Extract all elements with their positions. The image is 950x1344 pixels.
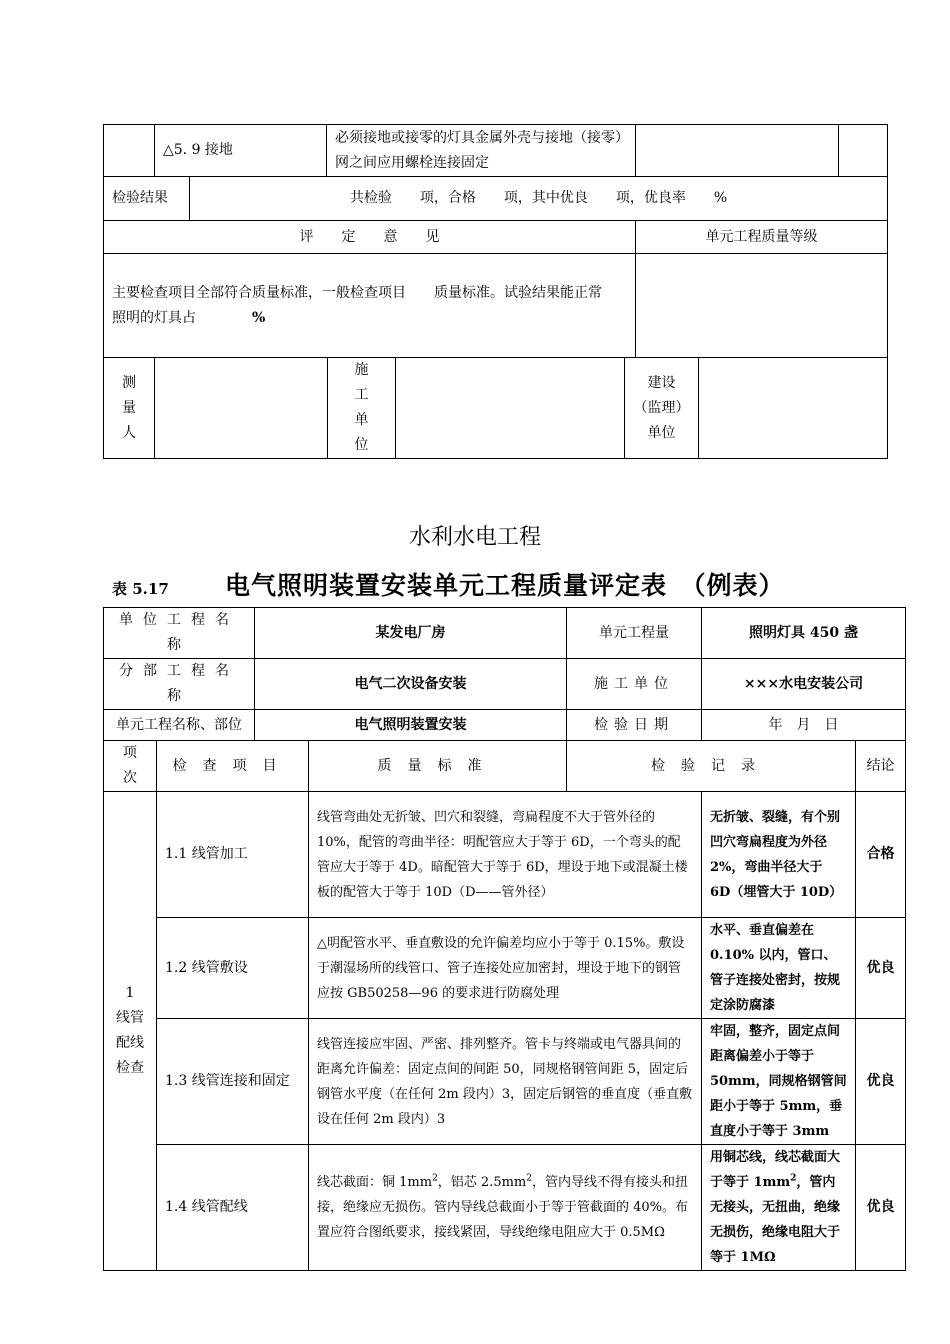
constructor-label: 施工单位	[567, 659, 702, 710]
blank-seq-cell	[104, 125, 155, 177]
item-1-1: 1.1 线管加工	[157, 792, 309, 918]
element-label: 单元工程名称、部位	[104, 710, 255, 741]
unit-project-label: 单位工程名称	[104, 608, 255, 659]
division-label: 分部工程名称	[104, 659, 255, 710]
conclusion-1-3: 优良	[856, 1019, 906, 1145]
unit-project-value: 某发电厂房	[255, 608, 567, 659]
standard-1-4-sup-1: 2	[432, 1173, 438, 1184]
standard-1-2: △明配管水平、垂直敷设的允许偏差均应小于等于 0.15%。敷设于潮湿场所的线管口、管子连接处应加密封，埋设于地下的钢管应按 GB50258—96 的要求进行防腐处理	[309, 918, 702, 1019]
unit-quantity-value: 照明灯具 450 盏	[702, 608, 906, 659]
item-1-2: 1.2 线管敷设	[157, 918, 309, 1019]
item-5-9-standard: 必须接地或接零的灯具金属外壳与接地（接零）网之间应用螺栓连接固定	[327, 125, 636, 177]
item-5-9-record	[636, 125, 839, 177]
date-value: 年 月 日	[702, 710, 906, 741]
unit-quantity-label: 单元工程量	[567, 608, 702, 659]
table-number: 表 5.17	[112, 580, 169, 598]
sign-measurer-char-3: 人	[122, 424, 136, 441]
sign-construction-char-4: 位	[354, 437, 369, 453]
grade-header: 单元工程质量等级	[636, 221, 888, 254]
previous-table	[103, 124, 888, 358]
standard-1-4-part-c: ，管内导线不得有接头和扭接，绝缘应无损伤。管内导线总截面小于等于管截面的 40%。布置应符合图纸要求，接线紧固，导线绝缘电阻应大于 0.5MΩ	[317, 1175, 689, 1240]
header-item: 检查项目	[157, 741, 309, 792]
opinion-percent: %	[252, 309, 266, 326]
sign-construction-field	[396, 358, 625, 459]
opinion-text	[104, 254, 636, 358]
opinion-line-1: 主要检查项目全部符合质量标准，一般检查项目 质量标准。试验结果能正常	[112, 284, 602, 301]
conclusion-1-1: 合格	[856, 792, 906, 918]
division-value: 电气二次设备安装	[255, 659, 567, 710]
sign-owner-label	[625, 358, 699, 459]
header-conclusion: 结论	[856, 741, 906, 792]
group-name-line-3: 检查	[116, 1060, 144, 1076]
sign-measurer-field	[155, 358, 328, 459]
grade-value	[636, 254, 888, 358]
record-1-3: 牢固，整齐，固定点间距离偏差小于等于 50mm，同规格钢管间距小于等于 5mm，垂直度小于等于 3mm	[702, 1019, 856, 1145]
opinion-line-2	[112, 306, 627, 331]
sign-measurer-char-2: 量	[122, 399, 136, 416]
subtitle: 水利水电工程	[408, 525, 541, 550]
opinion-header: 评 定 意 见	[104, 221, 636, 254]
sign-measurer-char-1: 测	[122, 374, 136, 391]
sign-owner-line-1: 建设	[647, 374, 676, 391]
record-1-1: 无折皱、裂缝，有个别凹穴弯扁程度为外径 2%，弯曲半径大于 6D（埋管大于 10D）	[702, 792, 856, 918]
header-record: 检验记录	[567, 741, 856, 792]
result-label: 检验结果	[104, 177, 190, 221]
conclusion-1-2: 优良	[856, 918, 906, 1019]
sign-construction-char-1: 施	[354, 362, 369, 378]
record-1-4-sup: 2	[790, 1173, 797, 1184]
conclusion-1-4: 优良	[856, 1145, 906, 1271]
record-1-2: 水平、垂直偏差在 0.10% 以内，管口、管子连接处密封，按规定涂防腐漆	[702, 918, 856, 1019]
item-5-9-label: △5. 9 接地	[155, 125, 327, 177]
group-1-label	[104, 792, 157, 1271]
sign-construction-char-2: 工	[354, 387, 369, 403]
sign-construction-char-3: 单	[354, 412, 369, 428]
element-value: 电气照明装置安装	[255, 710, 567, 741]
item-5-9-conclusion	[839, 125, 888, 177]
standard-1-4	[309, 1145, 702, 1271]
standard-1-4-part-a: 线芯截面：铜 1mm	[317, 1175, 433, 1190]
date-label: 检验日期	[567, 710, 702, 741]
item-1-4: 1.4 线管配线	[157, 1145, 309, 1271]
group-number: 1	[125, 985, 135, 1001]
header-standard: 质量标准	[309, 741, 567, 792]
opinion-line-2-text: 照明的灯具占	[112, 309, 224, 326]
result-text: 共检验 项，合格 项，其中优良 项，优良率 %	[190, 177, 888, 221]
sign-owner-line-2: （监理）	[633, 399, 690, 416]
sign-construction-label	[328, 358, 396, 459]
item-1-3: 1.3 线管连接和固定	[157, 1019, 309, 1145]
record-1-4	[702, 1145, 856, 1271]
signature-table	[103, 357, 888, 459]
standard-1-4-sup-2: 2	[526, 1173, 532, 1184]
record-1-4-part-b: ，管内无接头，无扭曲，绝缘无损伤，绝缘电阻大于等于 1MΩ	[710, 1175, 841, 1265]
sign-measurer-label	[104, 358, 155, 459]
group-name-line-1: 线管	[116, 1010, 144, 1026]
quality-assessment-table	[103, 607, 906, 1271]
header-seq: 项次	[104, 741, 157, 792]
record-1-4-part-a: 用铜芯线，线芯截面大于等于 1mm	[710, 1150, 841, 1190]
group-name-line-2: 配线	[116, 1035, 144, 1051]
standard-1-1: 线管弯曲处无折皱、凹穴和裂缝，弯扁程度不大于管外径的 10%，配管的弯曲半径：明配管应大于等于 6D，一个弯头的配管应大于等于 4D。暗配管大于等于 6D，埋设于地下或混凝土楼板的配管大于等于 10D（D——管外径）	[309, 792, 702, 918]
sign-owner-line-3: 单位	[647, 424, 676, 441]
standard-1-4-part-b: ，铝芯 2.5mm	[437, 1175, 527, 1190]
page-title: 电气照明装置安装单元工程质量评定表 （例表）	[225, 571, 785, 600]
sign-owner-field	[699, 358, 888, 459]
standard-1-3: 线管连接应牢固、严密、排列整齐。管卡与终端或电气器具间的距离允许偏差：固定点间的间距 50，同规格钢管间距 5，固定后钢管水平度（在任何 2m 段内）3，固定后钢管的垂直度（垂直敷设在任何 2m 段内）3	[309, 1019, 702, 1145]
constructor-value: ×××水电安装公司	[702, 659, 906, 710]
